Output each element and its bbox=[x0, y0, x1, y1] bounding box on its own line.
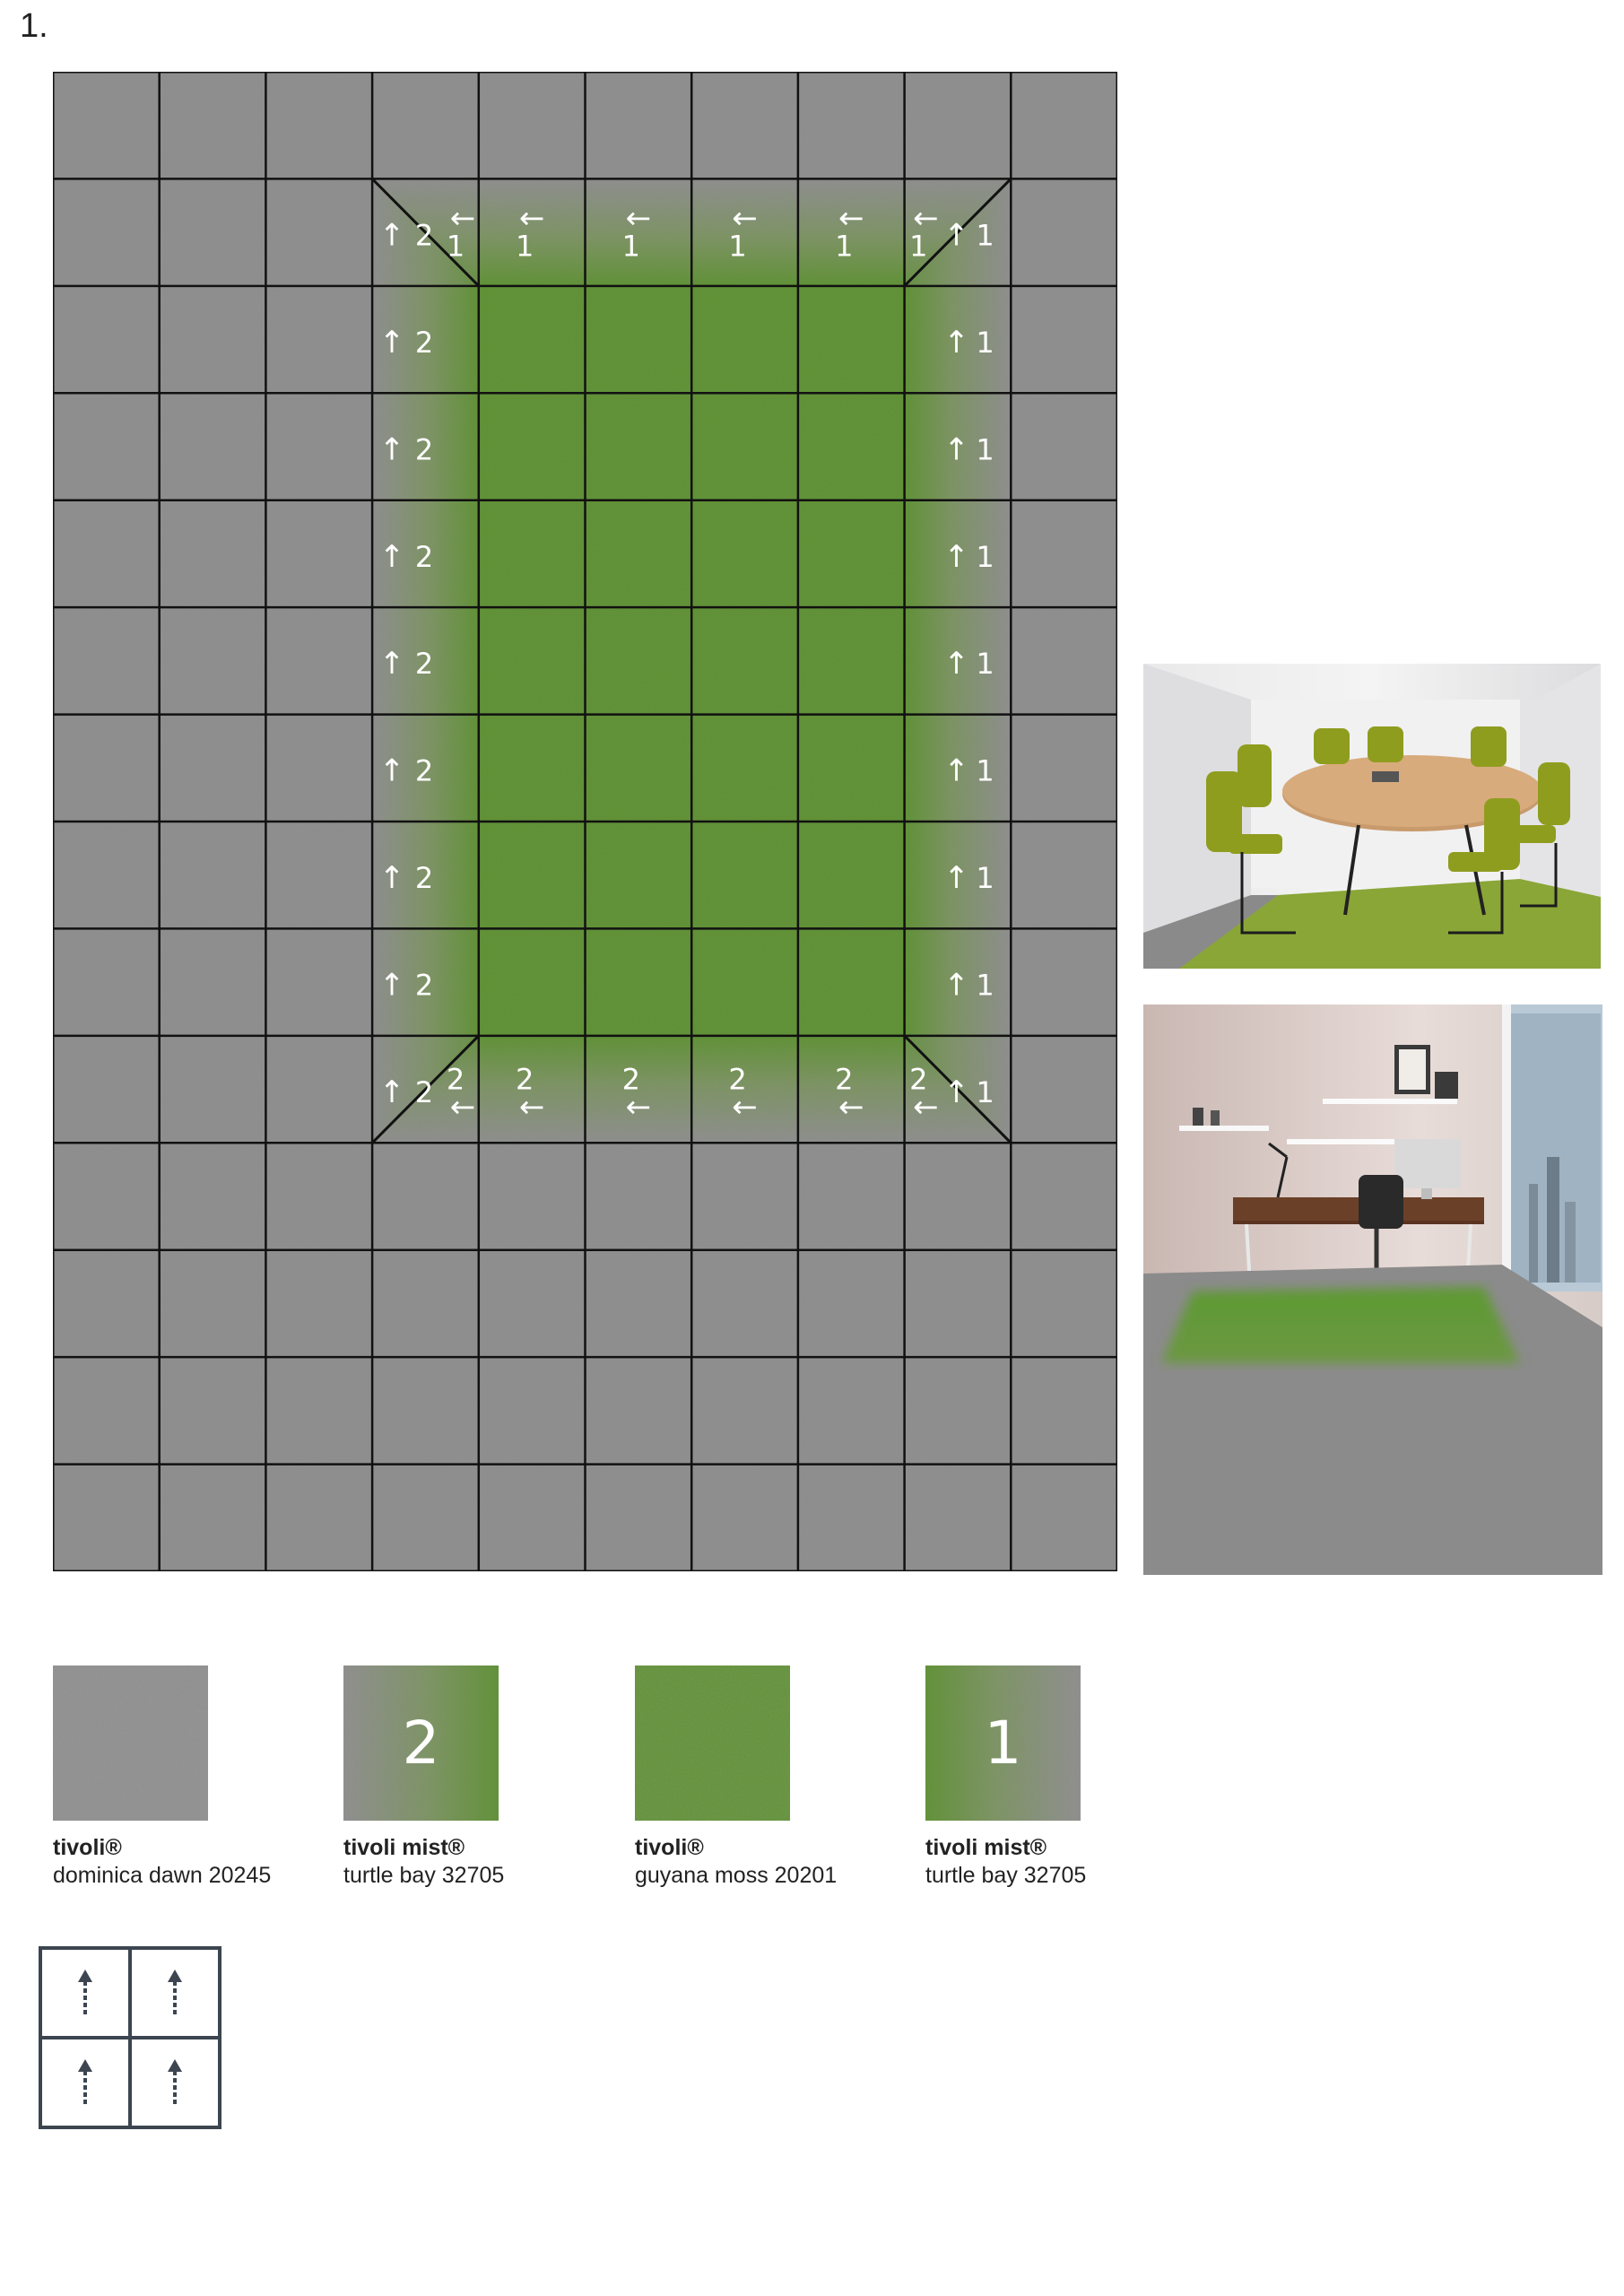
up-arrow-icon: ↑ bbox=[378, 967, 405, 1004]
tile-number-label: 2 bbox=[414, 968, 434, 1003]
legend-product-name: dominica dawn 20245 bbox=[53, 1863, 272, 1888]
swatch-mist-1 bbox=[925, 1665, 1081, 1821]
tile-number-label: 2 bbox=[414, 861, 434, 896]
tile-number-label: 1 bbox=[515, 229, 534, 264]
tile-number-label: 1 bbox=[976, 325, 994, 360]
up-arrow-icon: ↑ bbox=[943, 646, 969, 683]
tile-number-label: 1 bbox=[976, 753, 994, 788]
legend-product-name: guyana moss 20201 bbox=[635, 1863, 838, 1888]
swatch-mist-2 bbox=[343, 1665, 499, 1821]
legend-item-dominica-dawn bbox=[53, 1665, 340, 1889]
tile-number-label: 2 bbox=[414, 753, 434, 788]
tile-number-label: 1 bbox=[446, 229, 465, 264]
legend-item-turtle-bay-2 bbox=[343, 1665, 630, 1889]
left-arrow-icon: ← bbox=[449, 1089, 476, 1126]
tile-number-label: 1 bbox=[621, 229, 641, 264]
tile-number-label: 2 bbox=[414, 539, 434, 574]
tile-number-label: 2 bbox=[414, 647, 434, 682]
legend-brand: tivoli® bbox=[635, 1835, 704, 1860]
swatch-green bbox=[635, 1665, 790, 1821]
installation-method-diagram bbox=[39, 1946, 221, 2129]
left-arrow-icon: ← bbox=[838, 200, 864, 237]
up-arrow-icon: ↑ bbox=[378, 646, 405, 683]
page-number: 1. bbox=[20, 7, 48, 45]
up-arrow-icon: ↑ bbox=[378, 431, 405, 468]
up-arrow-icon: ↑ bbox=[943, 217, 969, 254]
up-arrow-icon: ↑ bbox=[943, 324, 969, 361]
left-arrow-icon: ← bbox=[732, 200, 758, 237]
tile-number-label: 1 bbox=[976, 218, 994, 253]
left-arrow-icon: ← bbox=[518, 200, 545, 237]
up-arrow-icon: ↑ bbox=[943, 1074, 969, 1110]
tile-number-label: 1 bbox=[728, 229, 747, 264]
up-arrow-icon: ↑ bbox=[943, 967, 969, 1004]
left-arrow-icon: ← bbox=[732, 1089, 758, 1126]
swatch-number: 2 bbox=[402, 1709, 440, 1778]
tile-number-label: 1 bbox=[976, 432, 994, 467]
legend-brand: tivoli mist® bbox=[925, 1835, 1047, 1860]
tile-number-label: 1 bbox=[976, 861, 994, 896]
legend-brand: tivoli® bbox=[53, 1835, 122, 1860]
left-arrow-icon: ← bbox=[913, 200, 939, 237]
legend-product-name: turtle bay 32705 bbox=[925, 1863, 1087, 1888]
tile-number-label: 2 bbox=[414, 325, 434, 360]
left-arrow-icon: ← bbox=[449, 200, 476, 237]
up-arrow-icon: ↑ bbox=[378, 538, 405, 575]
up-arrow-icon: ↑ bbox=[378, 324, 405, 361]
left-arrow-icon: ← bbox=[625, 1089, 652, 1126]
tile-number-label: 2 bbox=[835, 1062, 854, 1097]
tile-number-label: 2 bbox=[515, 1062, 534, 1097]
left-arrow-icon: ← bbox=[838, 1089, 864, 1126]
tile-number-label: 2 bbox=[446, 1062, 465, 1097]
up-arrow-icon: ↑ bbox=[378, 860, 405, 897]
swatch-grey bbox=[53, 1665, 208, 1821]
office-photo bbox=[1143, 1004, 1602, 1575]
swatch-number: 1 bbox=[984, 1709, 1022, 1778]
tile-number-label: 2 bbox=[414, 218, 434, 253]
left-arrow-icon: ← bbox=[913, 1089, 939, 1126]
left-arrow-icon: ← bbox=[518, 1089, 545, 1126]
tile-number-label: 2 bbox=[909, 1062, 928, 1097]
legend-brand: tivoli mist® bbox=[343, 1835, 465, 1860]
left-arrow-icon: ← bbox=[625, 200, 652, 237]
up-arrow-icon: ↑ bbox=[943, 752, 969, 789]
up-arrow-icon: ↑ bbox=[943, 538, 969, 575]
tile-number-label: 1 bbox=[976, 1074, 994, 1109]
tile-number-label: 2 bbox=[621, 1062, 641, 1097]
legend-item-guyana-moss bbox=[635, 1665, 922, 1889]
up-arrow-icon: ↑ bbox=[378, 1074, 405, 1110]
tile-layout-plan bbox=[53, 72, 1117, 1571]
tile-number-label: 1 bbox=[909, 229, 928, 264]
meeting-room-photo bbox=[1143, 664, 1601, 969]
legend-item-turtle-bay-1 bbox=[925, 1665, 1212, 1889]
tile-number-label: 1 bbox=[976, 968, 994, 1003]
tile-number-label: 1 bbox=[976, 647, 994, 682]
tile-number-label: 2 bbox=[414, 1074, 434, 1109]
up-arrow-icon: ↑ bbox=[943, 860, 969, 897]
tile-number-label: 2 bbox=[728, 1062, 747, 1097]
tile-number-label: 2 bbox=[414, 432, 434, 467]
tile-number-label: 1 bbox=[835, 229, 854, 264]
tile-number-label: 1 bbox=[976, 539, 994, 574]
up-arrow-icon: ↑ bbox=[378, 217, 405, 254]
legend-product-name: turtle bay 32705 bbox=[343, 1863, 505, 1888]
up-arrow-icon: ↑ bbox=[378, 752, 405, 789]
up-arrow-icon: ↑ bbox=[943, 431, 969, 468]
